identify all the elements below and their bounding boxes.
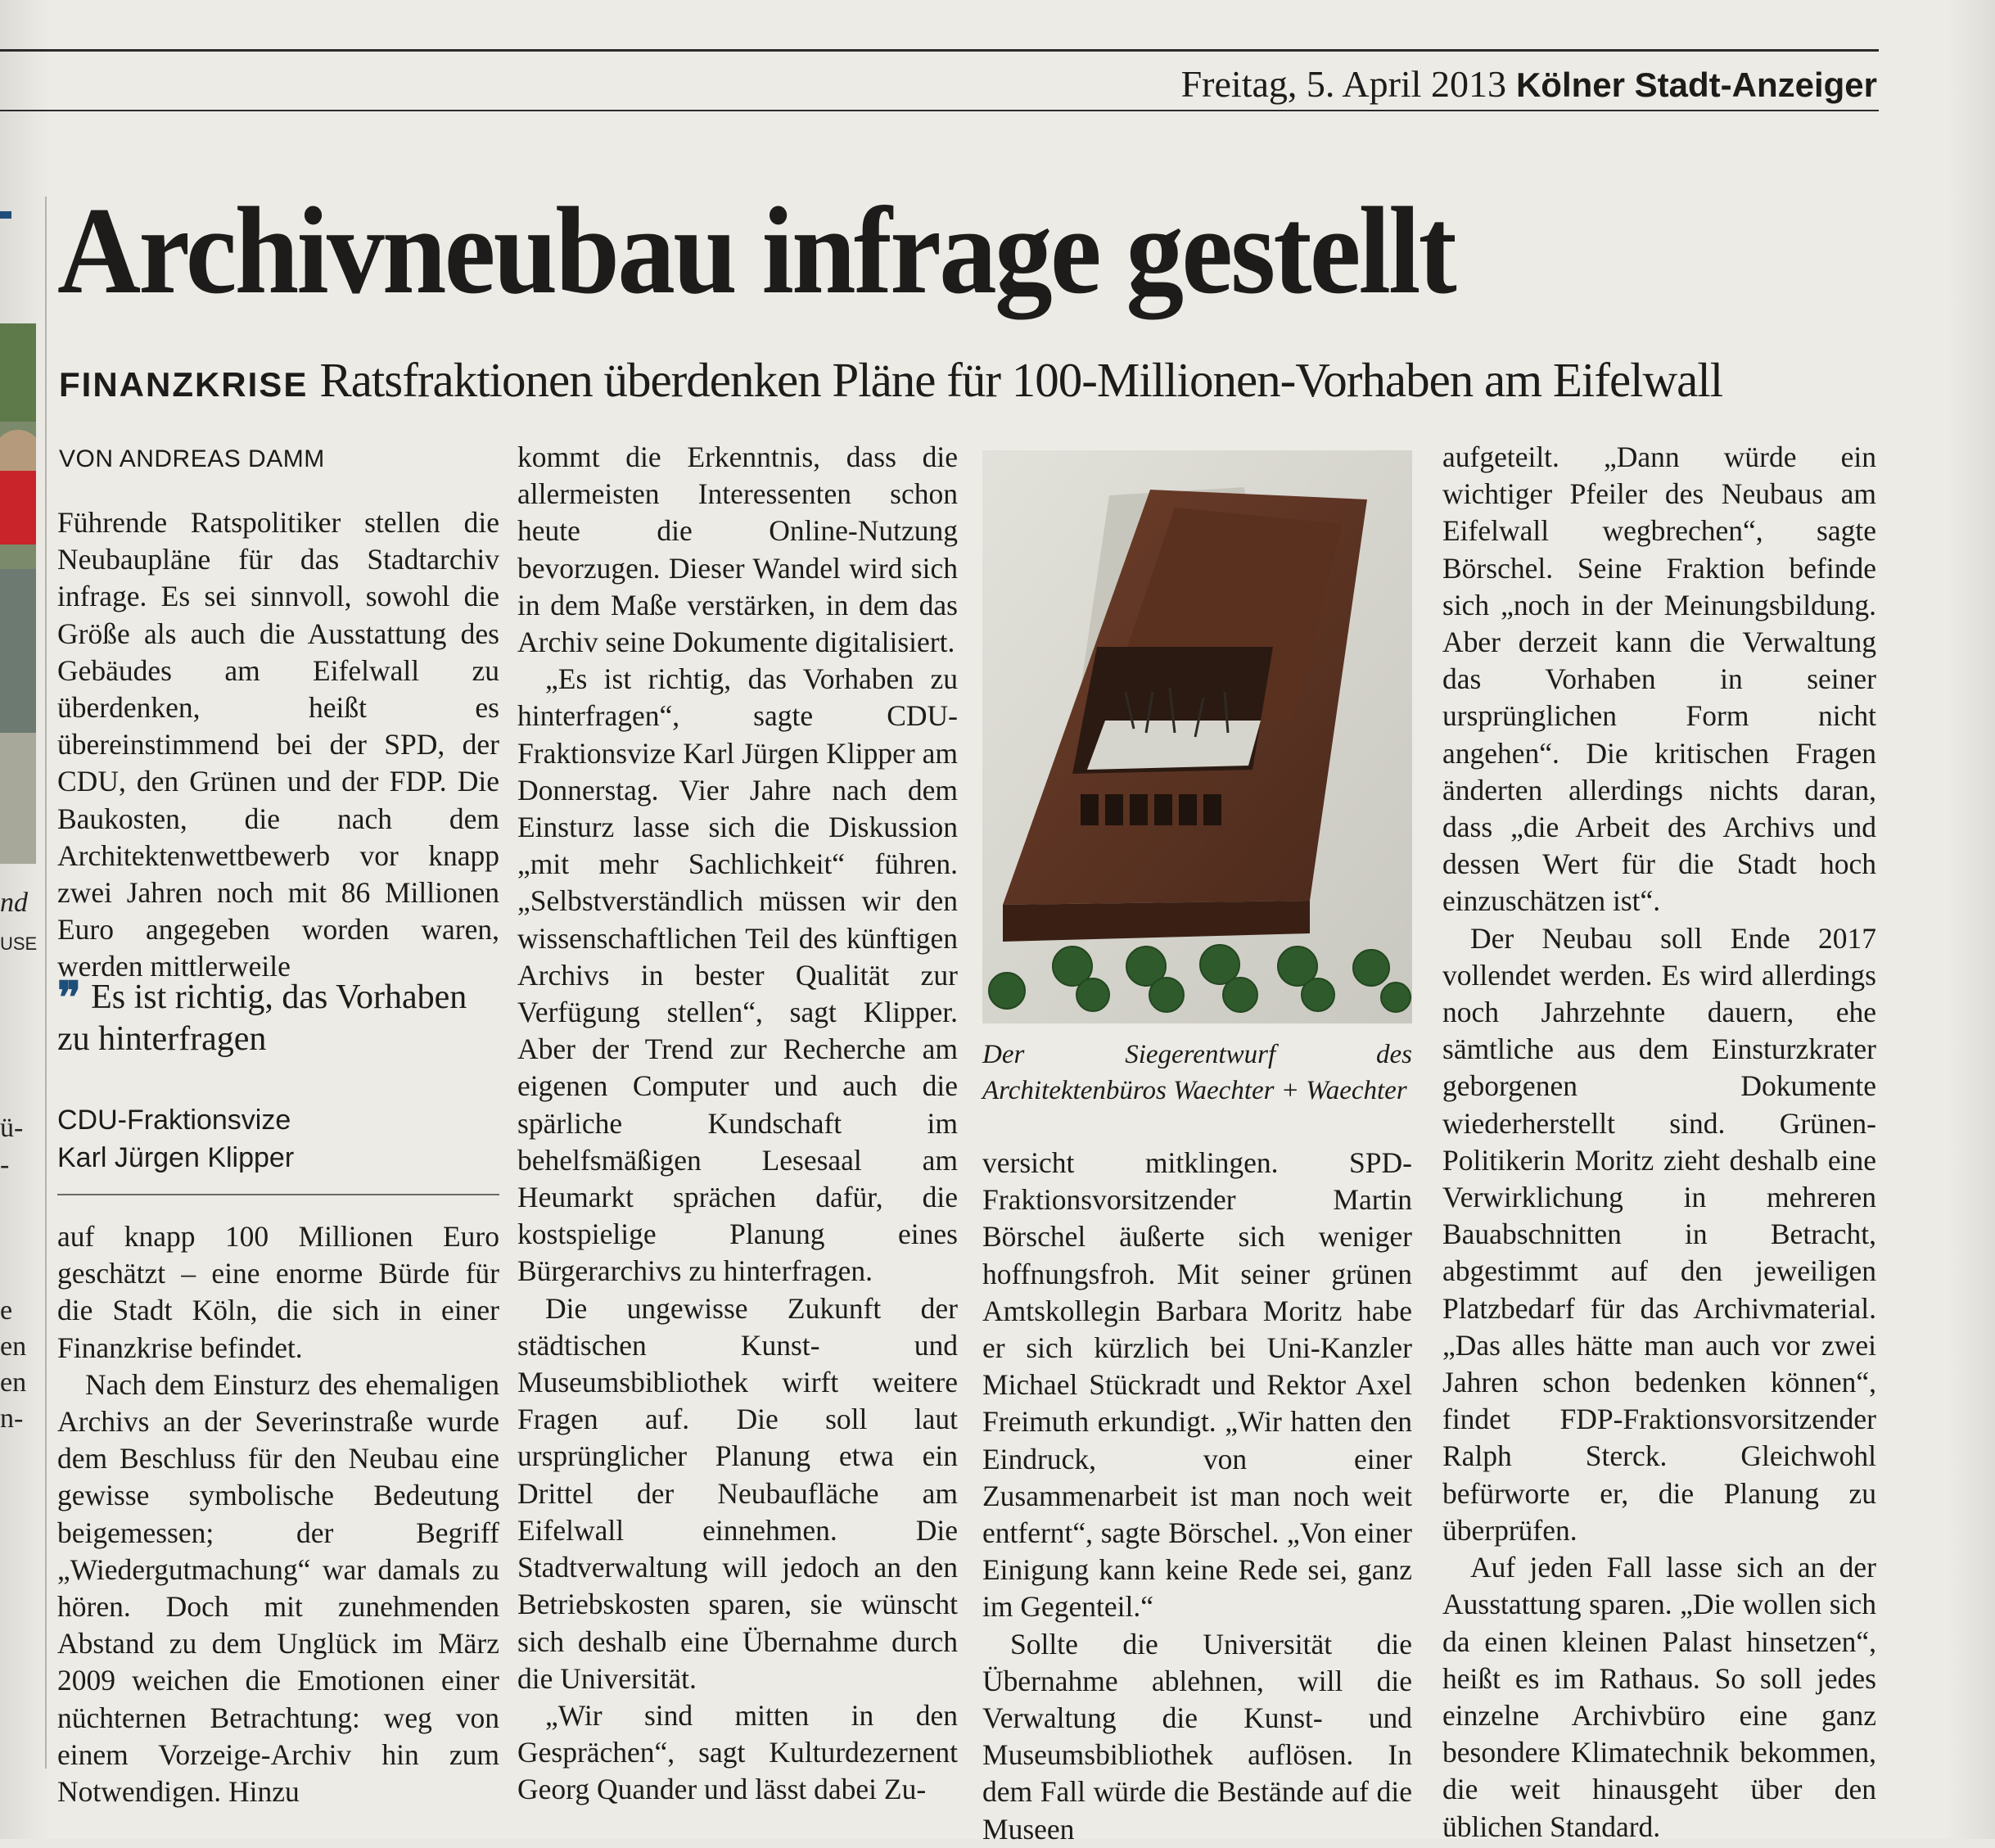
neighbor-fragment: en bbox=[0, 1331, 27, 1362]
pull-quote-text: Es ist richtig, das Vorhaben zu hinterfragen bbox=[57, 978, 467, 1058]
attribution-role: CDU-Fraktionsvize bbox=[57, 1105, 291, 1136]
paragraph: auf knapp 100 Millionen Euro geschätzt – eine enorme Bürde für die Stadt Köln, die sich in einer Finanzkrise befindet. bbox=[57, 1220, 499, 1364]
photo-caption: Der Siegerentwurf des Architektenbüros Waechter + Waechter bbox=[982, 1040, 1412, 1105]
pull-quote-rule bbox=[57, 1194, 499, 1195]
issue-date: Freitag, 5. April 2013 bbox=[1180, 63, 1506, 105]
neighbor-fragment: nd bbox=[0, 888, 28, 918]
paragraph: Führende Ratspolitiker stellen die Neubaupläne für das Stadtarchiv infrage. Es sei sinnvoll, sowohl die Größe als auch die Ausstattung des Gebäudes am Eifelwall zu überdenken, heißt es übereinstimmend bei der SPD, der CDU, den Grünen und der FDP. Die Baukosten, die nach dem Architektenwettbewerb vor knapp zwei Jahren noch mit 86 Millionen Euro angegeben worden waren, werden mittlerweile bbox=[57, 506, 499, 983]
neighbor-fragment: USE bbox=[0, 933, 38, 954]
paragraph: „Es ist richtig, das Vorhaben zu hinterfragen“, sagte CDU-Fraktionsvize Karl Jürgen Klipper am Donnerstag. Vier Jahre nach dem Einsturz lasse sich die Diskussion „mit mehr Sachlichkeit“ führen. „Selbstverständlich müssen wir den wissenschaftlichen Teil des künftigen Archivs in bester Qualität zur Verfügung stellen“, sagt Klipper. Aber der Trend zur Recherche am eigenen Computer und auch die spärliche Kundschaft im behelfsmäßigen Lesesaal am Heumarkt sprächen dafür, die kostspielige Planung eines Bürgerarchivs zu hinterfragen. bbox=[517, 662, 958, 1288]
architecture-model-photo bbox=[982, 450, 1412, 1023]
paragraph: „Wir sind mitten in den Gesprächen“, sagt Kulturdezernent Georg Quander und lässt dabei Zu- bbox=[517, 1698, 958, 1806]
pull-quote-attribution bbox=[57, 1101, 294, 1177]
attribution-name: Karl Jürgen Klipper bbox=[57, 1142, 295, 1173]
column-4 bbox=[1442, 439, 1876, 1846]
column-1-bottom bbox=[57, 1218, 499, 1810]
paragraph: kommt die Erkenntnis, dass die allermeisten Interessenten schon heute die Online-Nutzung bevorzugen. Dieser Wandel wird sich in dem Maße verstärken, in dem das Archiv seine Dokumente digitalisiert. bbox=[517, 441, 958, 659]
paragraph: Nach dem Einsturz des ehemaligen Archivs an der Severinstraße wurde dem Beschluss für den Neubau eine gewisse symbolische Bedeutung beigemessen; der Begriff „Wiedergutmachung“ war damals zu hören. Doch mit zunehmenden Abstand zu dem Unglück im März 2009 weichen die Emotionen einer nüchternen Betrachtung: weg von einem Vorzeige-Archiv hin zum Notwendigen. Hinzu bbox=[57, 1367, 499, 1809]
dateline bbox=[1181, 62, 1877, 106]
neighbor-fragment: en bbox=[0, 1367, 27, 1398]
dateline-rule bbox=[0, 110, 1879, 111]
headline: Archivneubau infrage gestellt bbox=[57, 182, 1455, 319]
neighbor-photo bbox=[0, 323, 36, 864]
column-1-top bbox=[57, 504, 499, 986]
byline: VON ANDREAS DAMM bbox=[59, 445, 325, 472]
paragraph: versicht mitklingen. SPD-Fraktionsvorsitzender Martin Börschel äußerte sich weniger hoffnungsfroh. Mit seiner grünen Amtskollegin Barbara Moritz habe er sich kürzlich bei Uni-Kanzler Michael Stückradt und Rektor Axel Freimuth erkundigt. „Wir hatten den Eindruck, von einer Zusammenarbeit ist man noch weit entfernt“, sagte Börschel. „Von einer Einigung kann keine Rede sei, ganz im Gegenteil.“ bbox=[982, 1146, 1412, 1624]
pull-quote bbox=[57, 974, 499, 1060]
neighbor-fragment: e bbox=[0, 1295, 13, 1326]
paragraph: Der Neubau soll Ende 2017 vollendet werden. Es wird allerdings noch Jahrzehnte dauern, ehe sämtliche aus dem Einsturzkrater geborgenen Dokumente wiederherstellt sind. Grünen-Politikerin Moritz zieht deshalb eine Verwirklichung in mehreren Bauabschnitten in Betracht, abgestimmt auf den jeweiligen Platzbedarf für das Archivmaterial. „Das alles hätte man auch vor zwei Jahren schon bedenken können“, findet FDP-Fraktionsvorsitzender Ralph Sterck. Gleichwohl befürworte er, die Planung zu überprüfen. bbox=[1442, 921, 1876, 1547]
neighbor-fragment: n- bbox=[0, 1403, 24, 1434]
newspaper-name: Kölner Stadt-Anzeiger bbox=[1515, 66, 1877, 104]
top-rule bbox=[0, 49, 1879, 52]
column-3 bbox=[982, 1145, 1412, 1848]
kicker: FINANZKRISE bbox=[59, 365, 309, 404]
subheadline bbox=[59, 353, 1723, 407]
neighbor-fragment: - bbox=[0, 1150, 10, 1180]
subtitle: Ratsfraktionen überdenken Pläne für 100-Millionen-Vorhaben am Eifelwall bbox=[319, 353, 1723, 407]
paragraph: Sollte die Universität die Übernahme ablehnen, will die Verwaltung die Kunst- und Museumsbibliothek auflösen. In dem Fall würde die Bestände auf die Museen bbox=[982, 1627, 1412, 1846]
paragraph: Die ungewisse Zukunft der städtischen Kunst- und Museumsbibliothek wirft weitere Fragen auf. Die soll laut ursprünglicher Planung etwa ein Drittel der Neubaufläche am Eifelwall einnehmen. Die Stadtverwaltung will jedoch an den Betriebskosten sparen, sie wünscht sich deshalb eine Übernahme durch die Universität. bbox=[517, 1291, 958, 1695]
paragraph: Auf jeden Fall lasse sich an der Ausstattung sparen. „Die wollen sich da einen kleinen Palast hinsetzen“, heißt es im Rathaus. So soll jedes einzelne Archivbüro eine ganz besondere Klimatechnik bekommen, die weit hinausgeht über den üblichen Standard. bbox=[1442, 1551, 1876, 1843]
neighbor-rule bbox=[0, 211, 11, 219]
quote-icon: ❞ bbox=[57, 974, 82, 1023]
column-2 bbox=[517, 439, 958, 1809]
neighbor-fragment: ü- bbox=[0, 1113, 24, 1143]
paragraph: aufgeteilt. „Dann würde ein wichtiger Pfeiler des Neubaus am Eifelwall wegbrechen“, sagte Börschel. Seine Fraktion befinde sich „noch in der Meinungsbildung. Aber derzeit kann die Verwaltung das Vorhaben in seiner ursprünglichen Form nicht angehen“. Die kritischen Fragen änderten allerdings nichts daran, dass „die Arbeit des Archivs und dessen Wert für die Stadt hoch einzuschätzen ist“. bbox=[1442, 441, 1876, 918]
column-divider bbox=[45, 197, 47, 1769]
